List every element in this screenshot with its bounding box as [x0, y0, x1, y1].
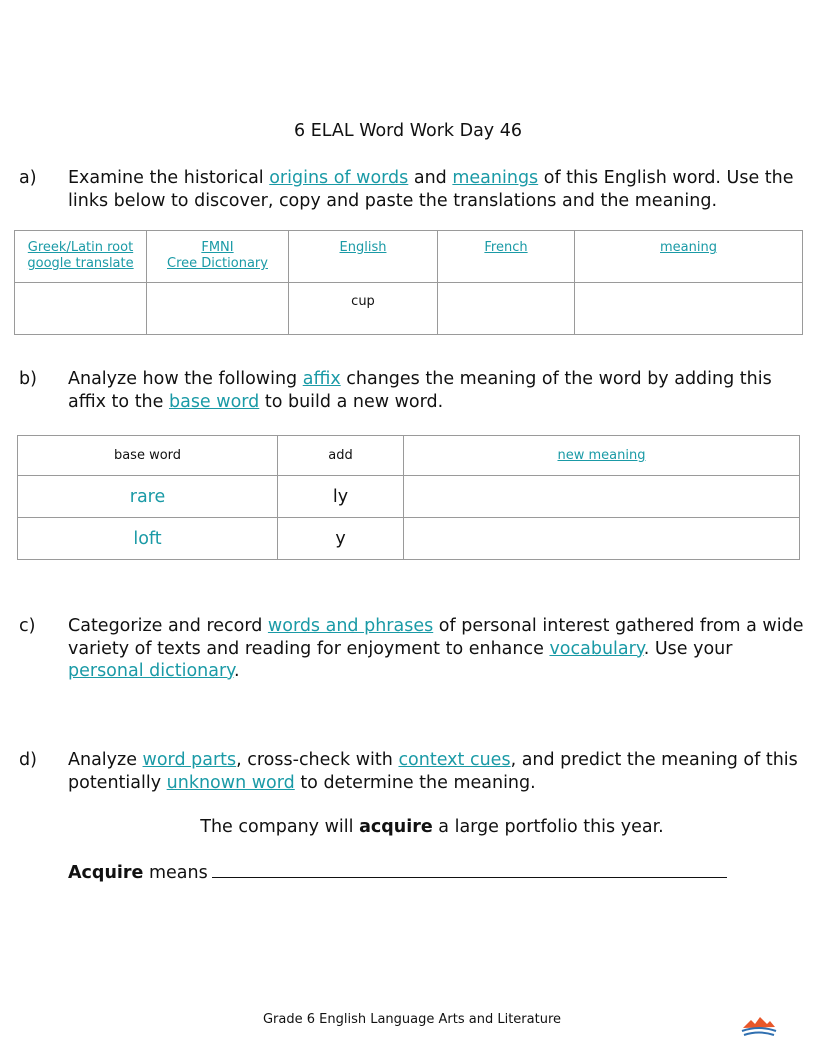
new-meaning-header [404, 436, 800, 476]
page-footer: Grade 6 English Language Arts and Literature [262, 1012, 562, 1027]
french-link[interactable]: French [484, 240, 528, 255]
origins-of-words-link[interactable]: origins of words [269, 168, 409, 188]
english-word-cell: cup [289, 283, 438, 335]
cree-answer-cell[interactable] [147, 283, 289, 335]
section-marker: d) [19, 750, 37, 770]
section-marker: c) [19, 616, 36, 636]
text-run: The company will [200, 817, 360, 837]
affix-table [17, 435, 800, 560]
target-word: acquire [359, 817, 433, 837]
section-b [19, 368, 804, 413]
context-cues-link[interactable]: context cues [398, 750, 511, 770]
word-parts-link[interactable]: word parts [142, 750, 237, 770]
new-meaning-answer-cell[interactable] [404, 518, 800, 560]
definition-line [68, 862, 727, 883]
base-word-cell: rare [18, 476, 278, 518]
section-d-text [68, 749, 804, 794]
text-run: Categorize and record [68, 616, 268, 636]
section-c-text [68, 615, 804, 683]
header-cell [147, 231, 289, 283]
unknown-word-link[interactable]: unknown word [166, 772, 295, 793]
header-cell [289, 231, 438, 283]
section-d [19, 749, 804, 794]
text-run: , and predict the meaning of this potentially [68, 750, 798, 793]
example-sentence [0, 817, 816, 837]
text-run: . Use your [643, 638, 733, 659]
vocabulary-link[interactable]: vocabulary [549, 638, 644, 659]
text-run: of personal interest gathered from a wide variety of texts and reading for enjoyment to enhance [68, 616, 804, 659]
personal-dictionary-link[interactable]: personal dictionary [68, 661, 235, 681]
english-link[interactable]: English [339, 240, 387, 255]
section-marker: b) [19, 369, 37, 389]
meaning-answer-cell[interactable] [575, 283, 803, 335]
section-marker: a) [19, 168, 37, 188]
base-word-header: base word [18, 436, 278, 476]
text-run: . [234, 661, 240, 681]
greek-latin-answer-cell[interactable] [15, 283, 147, 335]
google-translate-link[interactable]: google translate [27, 256, 134, 271]
translation-table [14, 230, 803, 335]
text-run: changes the meaning of the word by adding this affix to the [68, 369, 772, 412]
answer-blank[interactable] [212, 862, 727, 878]
table-row [18, 476, 800, 518]
header-cell [438, 231, 575, 283]
base-word-link[interactable]: base word [168, 391, 260, 412]
base-word-cell: loft [18, 518, 278, 560]
header-cell [15, 231, 147, 283]
section-a-text [68, 167, 804, 212]
text-run: Analyze how the following [68, 369, 303, 389]
page-title: 6 ELAL Word Work Day 46 [294, 121, 522, 141]
table-row [18, 518, 800, 560]
text-run: and [408, 168, 453, 188]
new-meaning-link[interactable]: new meaning [557, 448, 646, 463]
section-c [19, 615, 804, 683]
text-run: of this English word. Use the links below to discover, copy and paste the translations and the meaning. [68, 168, 794, 211]
text-run: to build a new word. [259, 391, 444, 412]
affix-cell: ly [278, 476, 404, 518]
add-header: add [278, 436, 404, 476]
text-run: Examine the historical [68, 168, 270, 188]
text-run: , cross-check with [236, 750, 399, 770]
meanings-link[interactable]: meanings [452, 168, 539, 188]
mountain-logo-icon [741, 1015, 777, 1037]
text-run: means [143, 863, 208, 883]
new-meaning-answer-cell[interactable] [404, 476, 800, 518]
section-b-text [68, 368, 804, 413]
target-word-label: Acquire [68, 863, 144, 883]
text-run: Analyze [68, 750, 143, 770]
section-a [19, 167, 804, 212]
affix-link[interactable]: affix [302, 369, 341, 389]
french-answer-cell[interactable] [438, 283, 575, 335]
text-run: to determine the meaning. [294, 772, 536, 793]
affix-cell: y [278, 518, 404, 560]
meaning-link[interactable]: meaning [660, 240, 717, 255]
cree-dictionary-link[interactable]: Cree Dictionary [167, 256, 268, 271]
greek-latin-root-link[interactable]: Greek/Latin root [27, 240, 134, 255]
text-run: a large portfolio this year. [432, 817, 664, 837]
words-and-phrases-link[interactable]: words and phrases [267, 616, 434, 636]
fmni-link[interactable]: FMNI [201, 240, 234, 255]
header-cell [575, 231, 803, 283]
